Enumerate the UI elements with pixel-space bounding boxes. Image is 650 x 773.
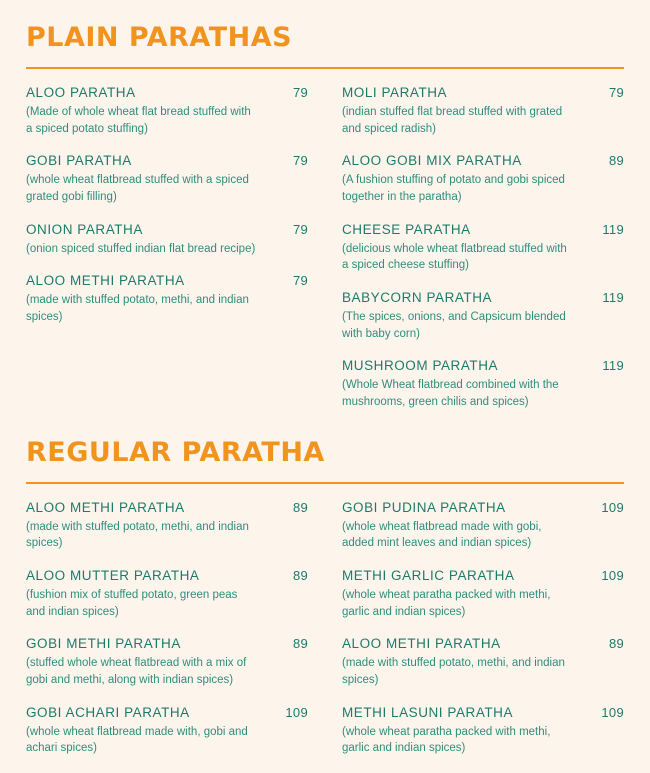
menu-column-right: [342, 500, 624, 773]
menu-item-description: (The spices, onions, and Capsicum blended with baby corn): [342, 311, 566, 340]
menu-item-price: 89: [608, 636, 624, 652]
menu-item-name: GOBI PUDINA PARATHA: [342, 499, 506, 515]
menu-item-description: (onion spiced stuffed indian flat bread recipe): [26, 242, 256, 255]
menu-item-head: [342, 636, 624, 651]
menu-column-left: [26, 500, 308, 773]
menu-item-price: 109: [601, 704, 624, 720]
menu-item-description: (whole wheat flatbread stuffed with a spiced grated gobi filling): [26, 174, 249, 204]
menu-item-description: (Whole Wheat flatbread combined with the mushrooms, green chilis and spices): [342, 379, 559, 409]
menu-section-plain-parathas: [26, 22, 624, 427]
menu-item-price: 89: [608, 153, 624, 169]
menu-item-head: [342, 222, 624, 237]
menu-item-name: ALOO METHI PARATHA: [26, 499, 185, 515]
menu-item-name: METHI GARLIC PARATHA: [342, 568, 515, 584]
menu-item: [26, 273, 308, 325]
menu-item-price: 119: [602, 290, 624, 306]
menu-item-name: ONION PARATHA: [26, 221, 143, 237]
menu-item-price: 79: [608, 85, 624, 100]
menu-item-name: ALOO GOBI MIX PARATHA: [342, 153, 522, 169]
menu-item-description: (whole wheat paratha packed with methi, garlic and indian spices): [342, 725, 551, 755]
menu-item-head: [26, 568, 308, 583]
menu-item-head: [26, 85, 308, 100]
menu-item: [342, 358, 624, 410]
menu-section-regular-paratha: [26, 437, 624, 773]
menu-item: [26, 568, 308, 620]
section-columns: [26, 500, 624, 773]
menu-item-description: (Made of whole wheat flat bread stuffed with a spiced potato stuffing): [26, 106, 251, 135]
menu-item-head: [342, 153, 624, 168]
menu-item-head: [342, 705, 624, 720]
menu-item: [26, 636, 308, 688]
menu-item-head: [342, 500, 624, 515]
menu-item-head: [342, 290, 624, 305]
menu-item-description: (made with stuffed potato, methi, and indian spices): [26, 520, 249, 550]
menu-item-name: GOBI METHI PARATHA: [26, 636, 181, 652]
menu-item: [342, 636, 624, 688]
menu-column-left: [26, 85, 308, 427]
menu-item-description: (fushion mix of stuffed potato, green peas and indian spices): [26, 589, 238, 618]
menu-item-head: [26, 500, 308, 515]
menu-item-name: METHI LASUNI PARATHA: [342, 704, 514, 720]
menu-item-price: 119: [602, 358, 624, 374]
section-divider: [26, 482, 624, 484]
section-title: PLAIN PARATHAS: [26, 22, 293, 53]
menu-item-name: ALOO MUTTER PARATHA: [26, 568, 200, 584]
menu-item-price: 79: [292, 85, 308, 100]
menu-item: [342, 290, 624, 342]
menu-item-price: 109: [601, 568, 624, 584]
menu-item-head: [26, 705, 308, 720]
menu-item: [342, 85, 624, 137]
menu-item-name: GOBI PARATHA: [26, 153, 132, 169]
menu-item-description: (A fushion stuffing of potato and gobi spiced together in the paratha): [342, 174, 565, 204]
menu-item-description: (whole wheat paratha packed with methi, garlic and indian spices): [342, 589, 551, 618]
menu-item: [342, 222, 624, 274]
menu-item-price: 79: [292, 273, 308, 289]
menu-item-name: ALOO PARATHA: [26, 85, 136, 100]
menu-item: [26, 222, 308, 258]
menu-item-name: ALOO METHI PARATHA: [342, 636, 501, 652]
menu-item-description: (whole wheat flatbread made with, gobi and achari spices): [26, 725, 248, 755]
menu-item-description: (indian stuffed flat bread stuffed with grated and spiced radish): [342, 106, 563, 135]
menu-item: [26, 153, 308, 205]
menu-item: [26, 705, 308, 757]
menu-item-head: [26, 222, 308, 237]
menu-item-price: 89: [292, 499, 308, 515]
menu-item-name: MUSHROOM PARATHA: [342, 358, 499, 374]
menu-item-head: [26, 636, 308, 651]
menu-item: [342, 500, 624, 552]
menu-item: [26, 85, 308, 137]
section-divider: [26, 67, 624, 69]
menu-item-name: GOBI ACHARI PARATHA: [26, 704, 190, 720]
menu-item-description: (made with stuffed potato, methi, and indian spices): [26, 294, 249, 324]
menu-item-head: [26, 273, 308, 288]
menu-item-price: 119: [602, 221, 624, 237]
menu-item-description: (stuffed whole wheat flatbread with a mix of gobi and methi, along with indian spices): [26, 657, 247, 687]
menu-item-price: 109: [285, 704, 308, 720]
menu-item-name: ALOO METHI PARATHA: [26, 273, 185, 289]
menu-item-price: 79: [292, 221, 308, 237]
menu-item-head: [26, 153, 308, 168]
menu-item-head: [342, 568, 624, 583]
menu-item-description: (whole wheat flatbread made with gobi, added mint leaves and indian spices): [342, 520, 542, 550]
menu-item-description: (made with stuffed potato, methi, and indian spices): [342, 657, 565, 687]
menu-item-price: 79: [292, 153, 308, 169]
menu-item-price: 89: [292, 636, 308, 652]
menu-item-price: 89: [292, 568, 308, 584]
menu-item-name: BABYCORN PARATHA: [342, 290, 493, 306]
menu-item: [342, 568, 624, 620]
menu-item: [342, 153, 624, 205]
menu-item: [26, 500, 308, 552]
menu-item-name: CHEESE PARATHA: [342, 221, 471, 237]
menu-item-price: 109: [601, 499, 624, 515]
menu-item-description: (delicious whole wheat flatbread stuffed with a spiced cheese stuffing): [342, 242, 567, 272]
section-columns: [26, 85, 624, 427]
menu-item-head: [342, 358, 624, 373]
menu-item: [342, 705, 624, 757]
section-title: REGULAR PARATHA: [26, 436, 325, 468]
menu-item-name: MOLI PARATHA: [342, 85, 448, 100]
menu-item-head: [342, 85, 624, 100]
menu-column-right: [342, 85, 624, 427]
